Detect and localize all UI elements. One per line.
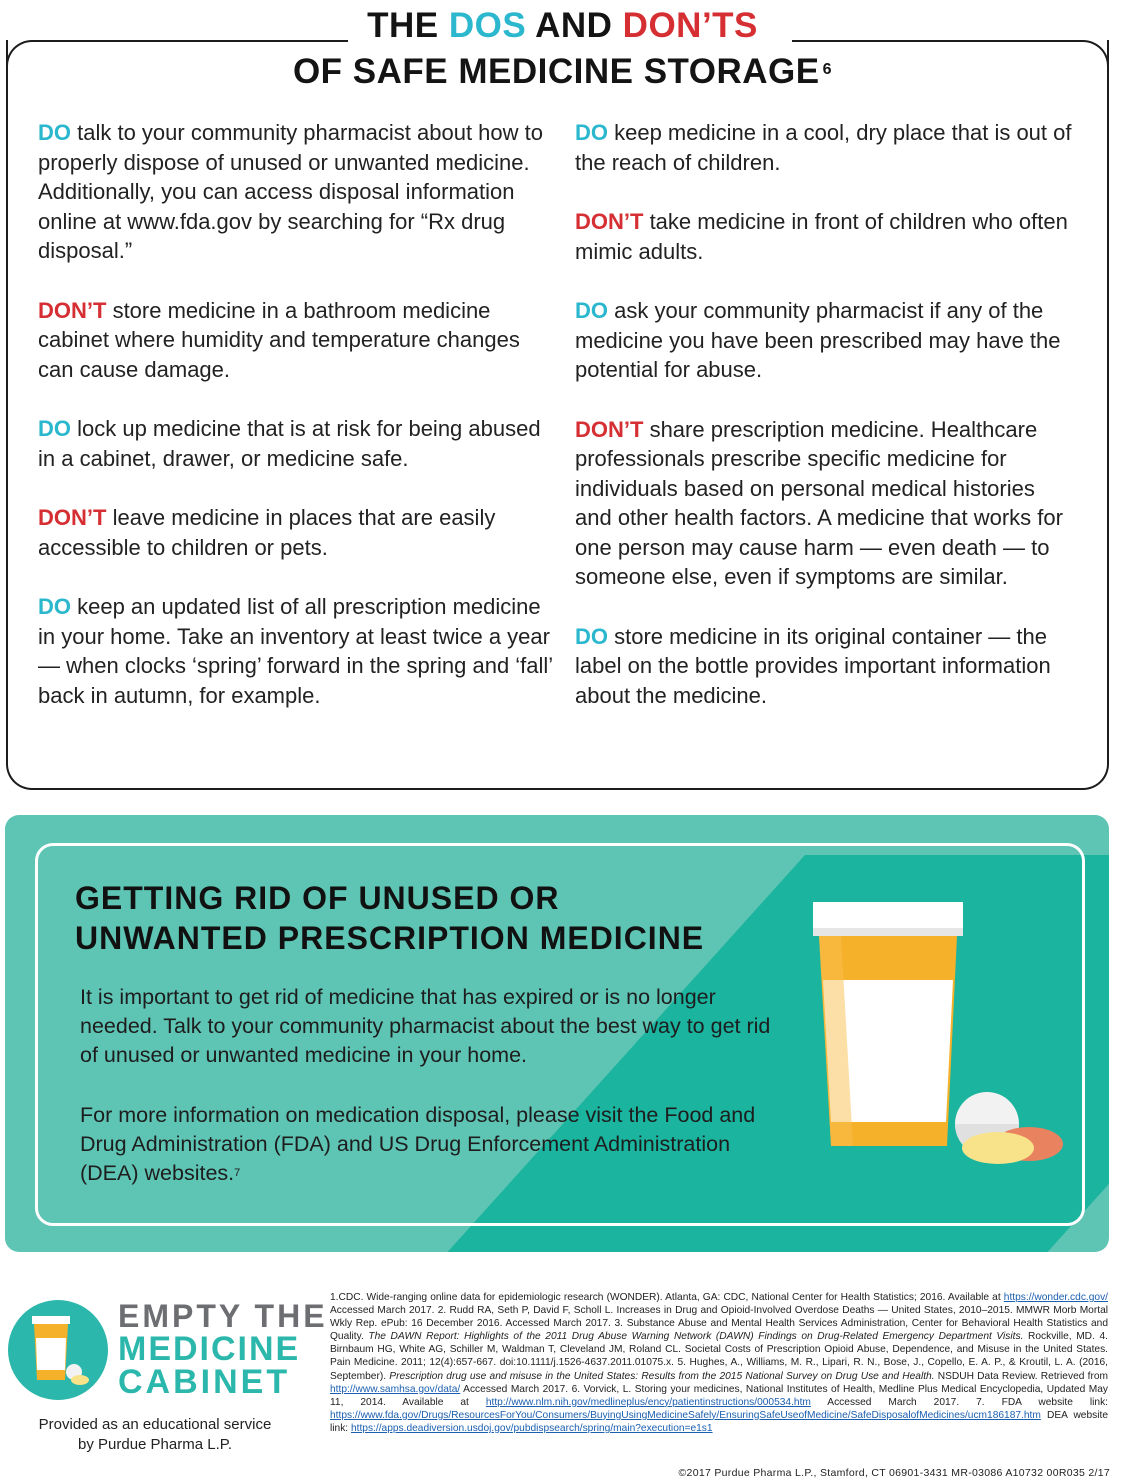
item-text: share prescription medicine. Healthcare professionals prescribe specific medicine for individuals based on personal medical histories and other health factors. A medicine that works for one person may cause harm — even death — to someone else, even if symptoms are similar. <box>575 416 1063 589</box>
pill-bottle-icon <box>805 900 1075 1180</box>
title-footnote-ref: 6 <box>822 61 833 78</box>
item-text: store medicine in its original container — the label on the bottle provides important information about the medicine. <box>575 623 1051 708</box>
brand-line-3: CABINET <box>118 1363 291 1401</box>
dont-keyword: DON’T <box>575 416 644 442</box>
medicine-bottle-logo-icon <box>8 1300 108 1400</box>
reference-link[interactable]: https://wonder.cdc.gov/ <box>1003 1292 1108 1303</box>
dont-item <box>38 296 558 385</box>
item-text: lock up medicine that is at risk for being abused in a cabinet, drawer, or medicine safe. <box>38 416 541 471</box>
dont-item <box>575 415 1075 592</box>
do-keyword: DO <box>575 120 608 145</box>
dont-item <box>575 207 1075 266</box>
brand-line-2: MEDICINE <box>118 1330 301 1368</box>
brand-line-1: EMPTY THE <box>118 1298 328 1334</box>
title-safe-storage: OF SAFE MEDICINE STORAGE <box>292 52 820 91</box>
disposal-paragraph-2 <box>80 1101 790 1188</box>
reference-text: DEA website link: <box>330 1409 1108 1434</box>
dont-keyword: DON’T <box>38 505 107 530</box>
provided-by <box>10 1415 300 1455</box>
reference-title: The DAWN Report: Highlights of the 2011 Drug Abuse Warning Network (DAWN) Findings on Drug-Related Emergency Department Visits. <box>368 1331 1024 1343</box>
provided-line-2: by Purdue Pharma L.P. <box>78 1436 232 1453</box>
brand-wordmark <box>118 1300 328 1399</box>
disposal-paragraph-2-text: For more information on medication disposal, please visit the Food and Drug Administration (FDA) and US Drug Enforcement Administration (DEA) websites. <box>80 1103 756 1185</box>
item-text: ask your community pharmacist if any of the medicine you have been prescribed may have the potential for abuse. <box>575 298 1061 382</box>
item-text: keep medicine in a cool, dry place that is out of the reach of children. <box>575 120 1072 175</box>
do-item <box>38 592 558 710</box>
dont-keyword: DON’T <box>38 297 107 323</box>
reference-link[interactable]: https://www.fda.gov/Drugs/ResourcesForYou/Consumers/BuyingUsingMedicineSafely/EnsuringSafeUseofMedicine/SafeDisposalofMedicines/ucm186187.htm <box>330 1409 1041 1421</box>
reference-text: Accessed March 2017. 6. Vorvick, L. Storing your medicines, National Institutes of Health, Medline Plus Medical Encyclopedia, Updated May 11, 2014. Available at <box>330 1383 1108 1408</box>
item-text: take medicine in front of children who often mimic adults. <box>575 209 1068 264</box>
item-text: talk to your community pharmacist about how to properly dispose of unused or unwanted medicine. Additionally, you can access disposal information online at www.fda.gov by searching for “Rx drug disposal.” <box>38 120 543 263</box>
do-item <box>38 414 558 473</box>
reference-link[interactable]: https://apps.deadiversion.usdoj.gov/pubdispsearch/spring/main?execution=e1s1 <box>350 1422 713 1434</box>
title-dos: DOS <box>448 6 527 45</box>
reference-title: Prescription drug use and misuse in the United States: Results from the 2015 National Survey on Drug Use and Health. <box>389 1370 935 1382</box>
disposal-heading-line-1: GETTING RID OF UNUSED OR <box>75 880 560 916</box>
reference-text: NSDUH Data Review. Retrieved from <box>934 1370 1108 1382</box>
dont-keyword: DON’T <box>575 209 644 234</box>
references <box>330 1291 1108 1435</box>
pill-bottle-illustration <box>805 900 1075 1180</box>
title-donts: DON’TS <box>622 6 758 45</box>
provided-line-1: Provided as an educational service <box>38 1416 272 1433</box>
reference-link[interactable]: http://www.samhsa.gov/data/ <box>330 1383 461 1395</box>
do-item <box>575 118 1075 177</box>
copyright-footer: ©2017 Purdue Pharma L.P., Stamford, CT 06901-3431 MR-03086 A10732 00R035 2/17 <box>678 1467 1110 1479</box>
do-keyword: DO <box>38 416 71 441</box>
title-the: THE <box>367 6 449 45</box>
disposal-heading <box>75 878 795 958</box>
do-item <box>575 296 1075 385</box>
empty-the-medicine-cabinet-logo <box>8 1300 108 1400</box>
do-keyword: DO <box>38 120 71 145</box>
do-item <box>38 118 558 266</box>
item-text: keep an updated list of all prescription medicine in your home. Take an inventory at least twice a year — when clocks ‘spring’ forward in the spring and ‘fall’ back in autumn, for example. <box>38 594 553 708</box>
reference-text: Rockville, MD. 4. Birnbaum HG, White AG, Schiller M, Waldman T, Cleveland JM, Roland CL. Societal Costs of Prescription Opioid Abuse, Dependence, and Misuse in the United States. Pain Medicine. 2011; 12(4):657-667. doi:10.1111/j.1526-4637.2011.01075.x. 5. Hughes, A., Williams, M. R., Lipari, R. N., Bose, J., Copello, E. A. P., & Kroutil, L. A. (2016, September). <box>330 1331 1108 1382</box>
do-keyword: DO <box>575 623 608 649</box>
disposal-heading-line-2: UNWANTED PRESCRIPTION MEDICINE <box>75 920 705 956</box>
disposal-footnote-ref: 7 <box>234 1167 241 1179</box>
reference-link[interactable]: http://www.nlm.nih.gov/medlineplus/ency/patientinstructions/000534.htm <box>485 1396 811 1408</box>
item-text: store medicine in a bathroom medicine cabinet where humidity and temperature changes can cause damage. <box>38 297 520 382</box>
left-column <box>38 118 558 740</box>
reference-text: Accessed March 2017. 7. FDA website link: <box>810 1396 1108 1408</box>
reference-text: Accessed March 2017. 2. Rudd RA, Seth P, David F, Scholl L. Increases in Drug and Opioid-Involved Overdose Deaths — United States, 2010–2015. MMWR Morb Mortal Wkly Rep. ePub: 16 December 2016. Accessed March 2017. 3. Substance Abuse and Mental Health Services Administration, Center for Behavioral Health Statistics and Quality. <box>330 1305 1108 1343</box>
reference-text: 1.CDC. Wide-ranging online data for epidemiologic research (WONDER). Atlanta, GA: CDC, National Center for Health Statistics; 2016. Available at <box>330 1292 1004 1303</box>
dont-item <box>38 503 558 562</box>
title-and: AND <box>526 6 623 45</box>
right-column <box>575 118 1075 740</box>
do-item <box>575 622 1075 711</box>
item-text: leave medicine in places that are easily accessible to children or pets. <box>38 505 496 560</box>
do-keyword: DO <box>575 298 608 323</box>
do-keyword: DO <box>38 594 71 619</box>
disposal-paragraph-1: It is important to get rid of medicine that has expired or is no longer needed. Talk to your community pharmacist about the best way to get rid of unused or unwanted medicine in your home. <box>80 985 771 1067</box>
